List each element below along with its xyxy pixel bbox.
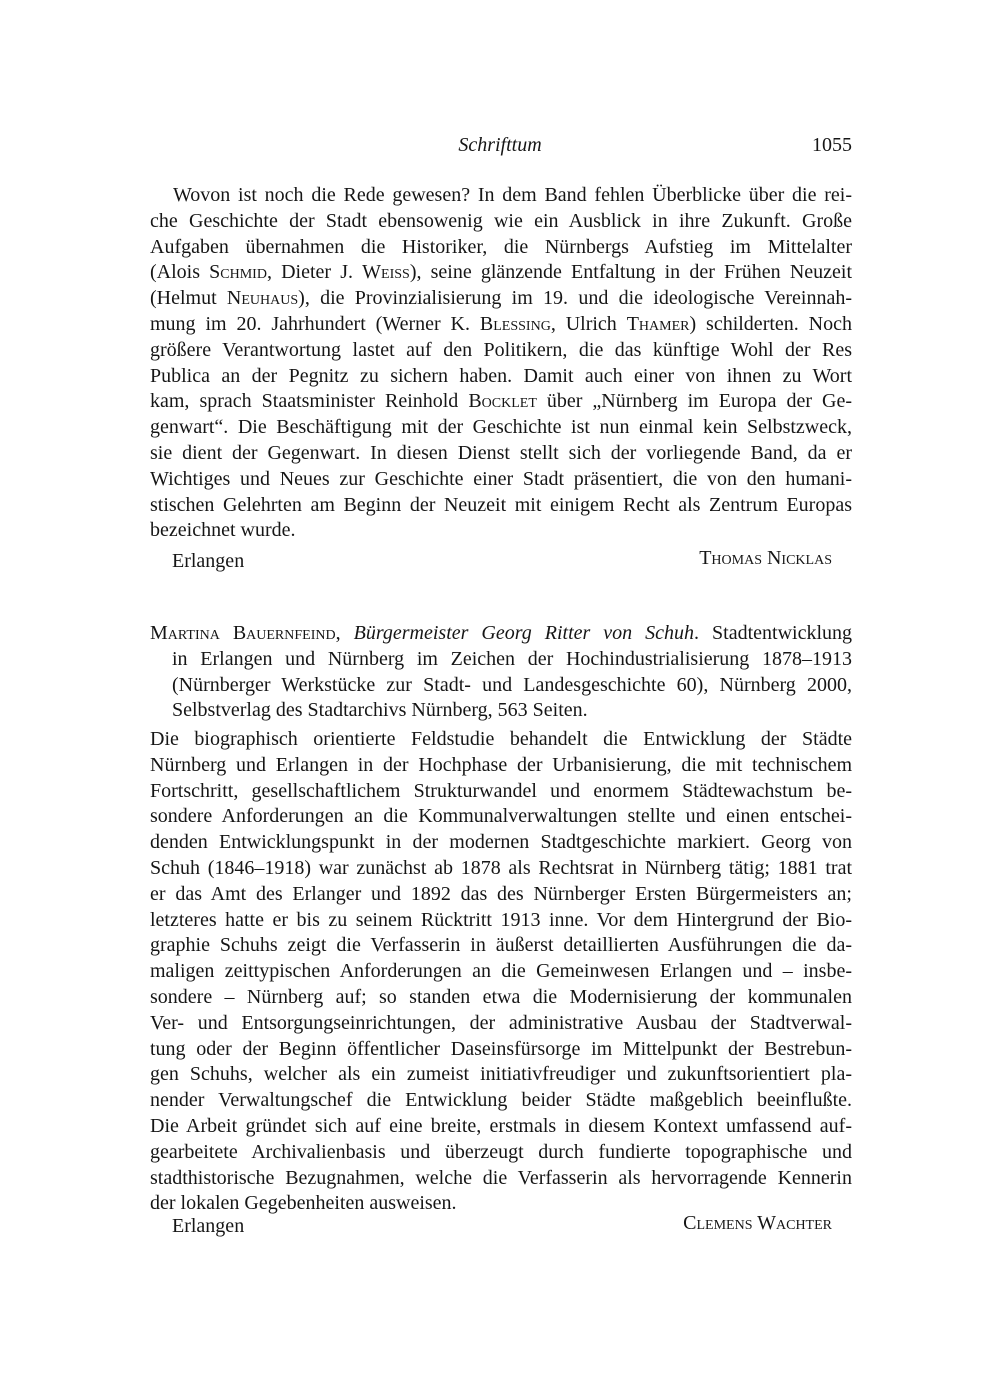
text-line — [150, 338, 852, 364]
text-run: denden Entwicklungspunkt in der modernen Stadtgeschichte markiert. Georg von — [150, 831, 852, 854]
text-run: der lokalen Gegebenheiten ausweisen. — [150, 1192, 457, 1215]
text-line — [150, 1140, 852, 1166]
review-2-citation — [150, 621, 852, 724]
text-run: gen Schuhs, welcher als ein zumeist initiativfreudiger und zukunftsorientiert pla- — [150, 1063, 852, 1086]
text-line — [150, 933, 852, 959]
text-line — [150, 779, 852, 805]
person-name: Thamer — [626, 312, 690, 335]
text-line — [150, 673, 852, 699]
text-run: ) schilderten. Noch — [689, 312, 852, 335]
text-line — [150, 312, 852, 338]
text-run: genwart“. Die Beschäftigung mit der Geschichte ist nun einmal kein Selbstzweck, — [150, 416, 852, 439]
text-run: Die Arbeit gründet sich auf eine breite, erstmals in diesem Kontext umfassend auf- — [150, 1114, 852, 1137]
text-run: (Alois — [150, 261, 210, 284]
text-line — [150, 1088, 852, 1114]
text-line — [150, 518, 852, 544]
person-name: Blessing — [479, 312, 551, 335]
text-line — [150, 621, 852, 647]
text-run: sondere Anforderungen an die Kommunalverwaltungen stellte und einen entschei- — [150, 805, 852, 828]
text-run: , Ulrich — [550, 312, 627, 335]
review-1-paragraph — [150, 183, 852, 544]
text-run: stadthistorische Bezugnahmen, welche die Verfasserin als hervorragende Kennerin — [150, 1166, 852, 1189]
text-run: Publica an der Pegnitz zu sichern haben. Damit auch einer von ihnen zu Wort — [150, 364, 852, 387]
text-run: Aufgaben übernahmen die Historiker, die Nürnbergs Aufstieg im Mittelalter — [150, 235, 852, 258]
text-run: , Dieter J. — [266, 261, 363, 284]
text-run: che Geschichte der Stadt ebensowenig wie ein Ausblick in ihre Zukunft. Große — [150, 209, 852, 232]
text-run: maligen zeittypischen Anforderungen an die Gemeinwesen Erlangen und – insbe- — [150, 960, 852, 983]
text-line — [150, 235, 852, 261]
person-name: Bocklet — [468, 390, 537, 413]
text-run: letzteres hatte er bis zu seinem Rücktritt 1913 inne. Vor dem Hintergrund der Bio- — [150, 908, 852, 931]
text-run: nender Verwaltungschef die Entwicklung beider Städte maßgeblich beeinflußte. — [150, 1089, 852, 1112]
text-run: , — [335, 622, 354, 644]
running-title: Schrifttum — [458, 134, 542, 156]
text-line — [150, 1037, 852, 1063]
text-line — [150, 1114, 852, 1140]
text-line — [150, 753, 852, 779]
text-run: gearbeitete Archivalienbasis und überzeugt durch fundierte topographische und — [150, 1140, 852, 1163]
review-2-paragraph — [150, 727, 852, 1217]
text-line — [150, 882, 852, 908]
text-run: kam, sprach Staatsminister Reinhold — [150, 390, 469, 413]
text-line — [150, 493, 852, 519]
text-line — [150, 441, 852, 467]
text-run: über „Nürnberg im Europa der Ge- — [536, 390, 852, 413]
text-run: Ver- und Entsorgungseinrichtungen, der administrative Ausbau der Stadtverwal- — [150, 1011, 852, 1034]
text-line — [150, 830, 852, 856]
text-run: sie dient der Gegenwart. In diesen Dienst stellt sich der vorliegende Band, da er — [150, 441, 852, 464]
text-line — [150, 467, 852, 493]
review-2-reviewer-name: Clemens Wachter — [683, 1212, 832, 1234]
text-line — [150, 959, 852, 985]
text-line — [150, 985, 852, 1011]
text-line — [150, 209, 852, 235]
text-run: tung oder der Beginn öffentlicher Daseinsfürsorge im Mittelpunkt der Bestrebun- — [150, 1037, 852, 1060]
text-run: in Erlangen und Nürnberg im Zeichen der Hochindustrialisierung 1878–1913 — [172, 647, 852, 670]
review-2-place: Erlangen — [172, 1215, 245, 1237]
text-run: Fortschritt, gesellschaftlichem Strukturwandel und enormem Städtewachstum be- — [150, 779, 852, 802]
text-line — [150, 415, 852, 441]
text-line — [150, 286, 852, 312]
text-line — [150, 908, 852, 934]
review-1-place: Erlangen — [172, 550, 245, 572]
text-run: bezeichnet wurde. — [150, 519, 296, 542]
text-line — [150, 1166, 852, 1192]
text-line — [150, 260, 852, 286]
text-run: Die biographisch orientierte Feldstudie behandelt die Entwicklung der Städte — [150, 728, 852, 750]
text-run: stischen Gelehrten am Beginn der Neuzeit mit einigem Recht als Zentrum Europas — [150, 493, 852, 516]
text-run: . Stadtentwicklung — [694, 622, 853, 644]
text-line — [150, 1011, 852, 1037]
text-run: sondere – Nürnberg auf; so standen etwa die Modernisierung der kommunalen — [150, 985, 852, 1008]
text-run: Nürnberg und Erlangen in der Hochphase der Urbanisierung, die mit technischem — [150, 753, 852, 776]
person-name: Martina Bauernfeind — [150, 622, 336, 644]
text-line — [150, 389, 852, 415]
text-run: er das Amt des Erlanger und 1892 das des Nürnberger Ersten Bürgermeisters an; — [150, 882, 852, 905]
text-run: ), die Provinzialisierung im 19. und die ideologische Vereinnah- — [298, 287, 852, 310]
text-line — [150, 1062, 852, 1088]
text-run: (Nürnberger Werkstücke zur Stadt- und Landesgeschichte 60), Nürnberg 2000, — [172, 673, 852, 696]
review-1-reviewer-name: Thomas Nicklas — [699, 547, 832, 569]
text-run: Wovon ist noch die Rede gewesen? In dem Band fehlen Überblicke über die rei- — [173, 184, 852, 206]
text-line — [150, 183, 852, 209]
person-name: Weiss — [362, 261, 410, 284]
page-number: 1055 — [812, 134, 852, 156]
text-run: graphie Schuhs zeigt die Verfasserin in äußerst detaillierten Ausführungen die da- — [150, 934, 852, 957]
text-run: ), seine glänzende Entfaltung in der Frühen Neuzeit — [409, 261, 853, 284]
text-line — [150, 698, 852, 724]
text-line — [150, 647, 852, 673]
person-name: Neuhaus — [226, 287, 299, 310]
text-line — [150, 727, 852, 753]
text-line — [150, 364, 852, 390]
text-run: Schuh (1846–1918) war zunächst ab 1878 als Rechtsrat in Nürnberg tätig; 1881 trat — [150, 856, 852, 879]
text-line — [150, 804, 852, 830]
text-run: größere Verantwortung lastet auf den Politikern, die das künftige Wohl der Res — [150, 338, 852, 361]
person-name: Schmid — [209, 261, 267, 284]
text-line — [150, 856, 852, 882]
text-run: Selbstverlag des Stadtarchivs Nürnberg, 563 Seiten. — [172, 699, 588, 722]
text-run: (Helmut — [150, 287, 227, 310]
text-run: Wichtiges und Neues zur Geschichte einer Stadt präsentiert, die von den humani- — [150, 467, 852, 490]
text-run: mung im 20. Jahrhundert (Werner K. — [150, 312, 480, 335]
book-title: Bürgermeister Georg Ritter von Schuh — [353, 622, 695, 644]
